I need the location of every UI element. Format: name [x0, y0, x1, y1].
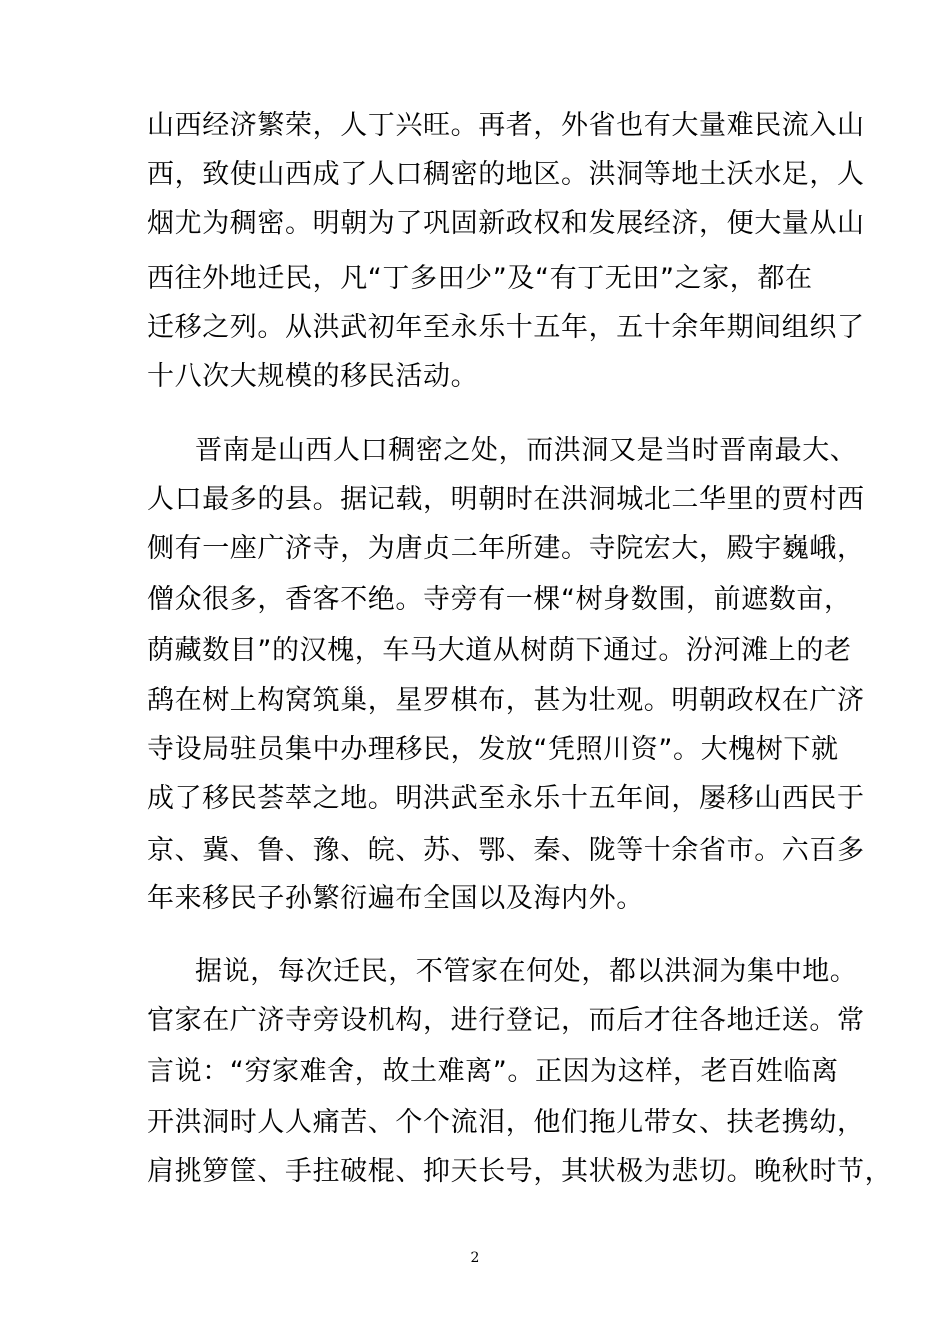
paragraph-1-line-2: 西，致使山西成了人口稠密的地区。洪洞等地土沃水足，人: [147, 159, 865, 190]
paragraph-3-line-5: 肩挑箩筐、手拄破棍、抑天长号，其状极为悲切。晚秋时节，: [147, 1156, 893, 1187]
paragraph-2-line-8: 成了移民荟萃之地。明洪武至永乐十五年间，屡移山西民于: [147, 783, 865, 814]
paragraph-2-line-9: 京、冀、鲁、豫、皖、苏、鄂、秦、陇等十余省市。六百多: [147, 835, 865, 866]
paragraph-1-line-1: 山西经济繁荣，人丁兴旺。再者，外省也有大量难民流入山: [147, 110, 865, 141]
paragraph-2-line-5: 荫藏数目”的汉槐，车马大道从树荫下通过。汾河滩上的老: [147, 635, 852, 666]
paragraph-3-line-1: 据说，每次迁民，不管家在何处，都以洪洞为集中地。: [195, 956, 858, 987]
paragraph-2-line-3: 侧有一座广济寺，为唐贞二年所建。寺院宏大，殿宇巍峨，: [147, 533, 865, 564]
paragraph-1-line-4: 西往外地迁民，凡“丁多田少”及“有丁无田”之家，都在: [147, 263, 813, 294]
paragraph-2-line-1: 晋南是山西人口稠密之处，而洪洞又是当时晋南最大、: [195, 435, 858, 466]
paragraph-3-line-4: 开洪洞时人人痛苦、个个流泪，他们拖儿带女、扶老携幼，: [147, 1107, 865, 1138]
paragraph-3-line-2: 官家在广济寺旁设机构，进行登记，而后才往各地迁送。常: [147, 1005, 865, 1036]
paragraph-2-line-10: 年来移民子孙繁衍遍布全国以及海内外。: [147, 883, 644, 914]
paragraph-1-line-5: 迁移之列。从洪武初年至永乐十五年，五十余年期间组织了: [147, 312, 865, 343]
paragraph-2-line-6: 鸹在树上构窝筑巢，星罗棋布，甚为壮观。明朝政权在广济: [147, 685, 865, 716]
paragraph-3-line-3: 言说：“穷家难舍，故土难离”。正因为这样，老百姓临离: [147, 1056, 839, 1087]
paragraph-2-line-4: 僧众很多，香客不绝。寺旁有一棵“树身数围，前遮数亩，: [147, 584, 852, 615]
paragraph-1-line-6: 十八次大规模的移民活动。: [147, 361, 479, 392]
paragraph-1-line-3: 烟尤为稠密。明朝为了巩固新政权和发展经济，便大量从山: [147, 208, 865, 239]
paragraph-2-line-2: 人口最多的县。据记载，明朝时在洪洞城北二华里的贾村西: [147, 484, 865, 515]
paragraph-2-line-7: 寺设局驻员集中办理移民，发放“凭照川资”。大槐树下就: [147, 734, 839, 765]
page-number: 2: [470, 1250, 480, 1266]
